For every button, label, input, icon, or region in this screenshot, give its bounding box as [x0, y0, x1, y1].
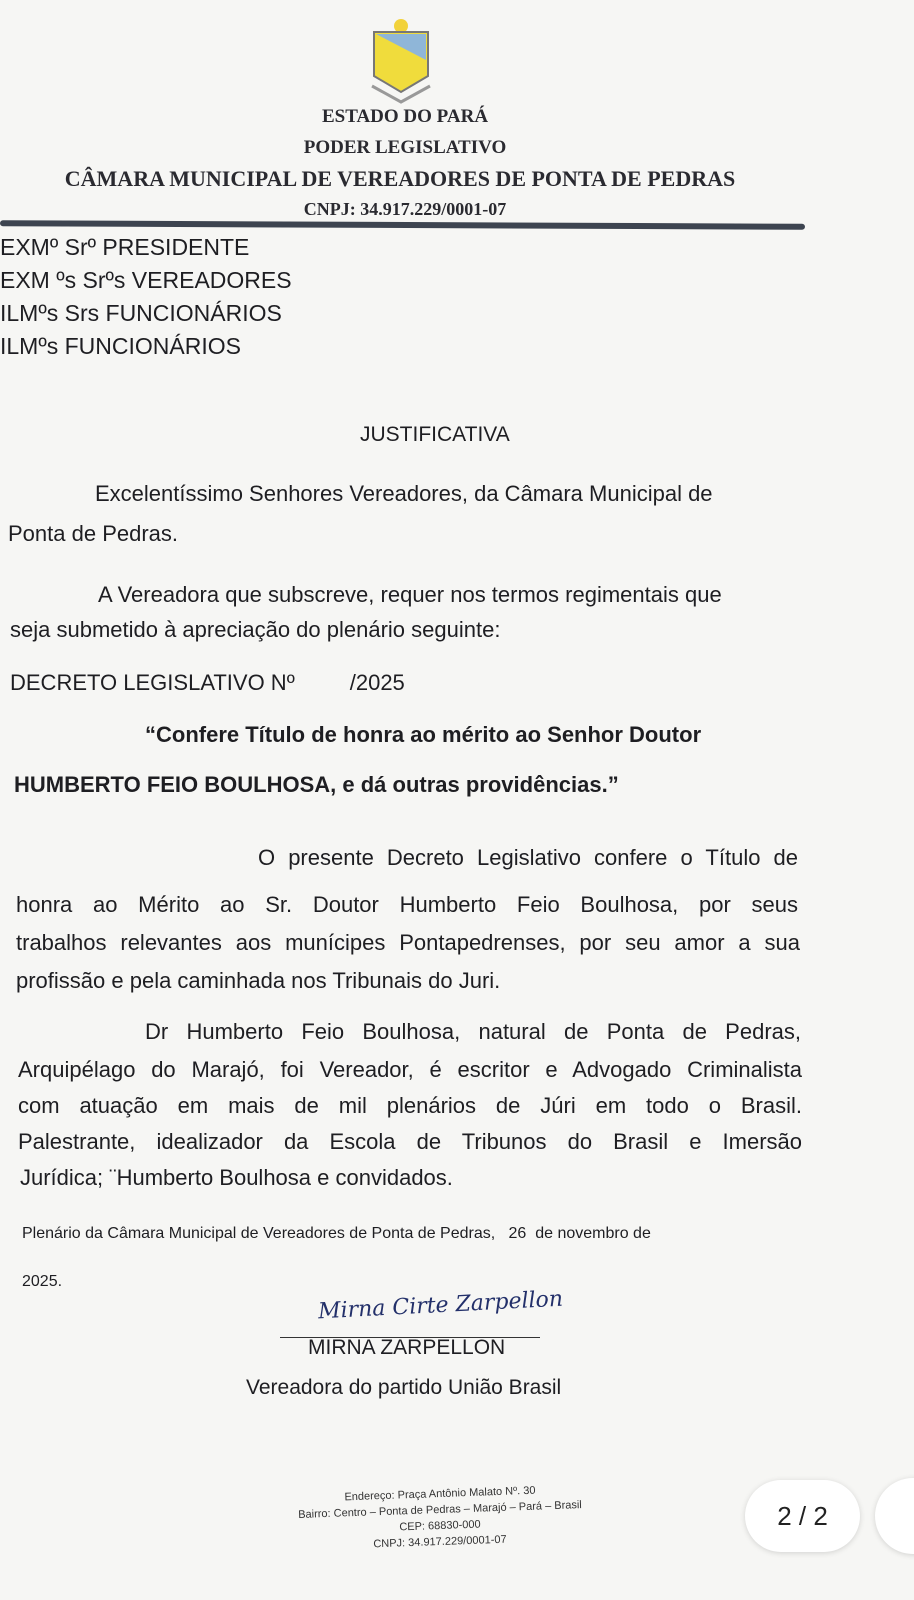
paragraph1-line: trabalhos relevantes aos munícipes Pontapedrenses, por seu amor a sua: [16, 930, 800, 955]
footer-cnpj: CNPJ: 34.917.229/0001-07: [373, 1533, 507, 1551]
signer-role: Vereadora do partido União Brasil: [246, 1376, 562, 1399]
page-indicator: 2 / 2: [745, 1480, 860, 1552]
paragraph2-line: com atuação em mais de mil plenários de Júri em todo o Brasil.: [18, 1093, 802, 1118]
paragraph2-line: Dr Humberto Feio Boulhosa, natural de Ponta de Pedras,: [145, 1019, 801, 1044]
header-divider: [0, 220, 805, 230]
handwritten-signature: Mirna Cirte Zarpellon: [317, 1286, 564, 1325]
footer-cep: CEP: 68830-000: [399, 1518, 481, 1534]
intro-line: Excelentíssimo Senhores Vereadores, da Câmara Municipal de: [95, 481, 713, 506]
salutation: ILMºs Srs FUNCIONÁRIOS: [0, 300, 282, 326]
crest-icon: [368, 16, 434, 104]
request-line: seja submetido à apreciação do plenário seguinte:: [10, 617, 501, 642]
request-line: A Vereadora que subscreve, requer nos termos regimentais que: [98, 582, 722, 607]
intro-line: Ponta de Pedras.: [8, 521, 179, 546]
closing-line: 2025.: [22, 1273, 63, 1290]
paragraph2-line: Jurídica; ¨Humberto Boulhosa e convidados.: [20, 1165, 453, 1190]
paragraph1-line: honra ao Mérito ao Sr. Doutor Humberto Feio Boulhosa, por seus: [16, 892, 798, 917]
signer-name: MIRNA ZARPELLON: [308, 1336, 506, 1359]
salutation: EXMº Srº PRESIDENTE: [0, 234, 250, 260]
paragraph2-line: Arquipélago do Marajó, foi Vereador, é escritor e Advogado Criminalista: [18, 1057, 802, 1082]
paragraph1-line: O presente Decreto Legislativo confere o Título de: [258, 845, 798, 870]
viewer-action-button[interactable]: [875, 1478, 914, 1554]
header-chamber: CÂMARA MUNICIPAL DE VEREADORES DE PONTA DE PEDRAS: [64, 166, 736, 191]
header-cnpj: CNPJ: 34.917.229/0001-07: [303, 199, 507, 219]
document-title: JUSTIFICATIVA: [360, 423, 510, 446]
decree-title-line: “Confere Título de honra ao mérito ao Senhor Doutor: [145, 722, 702, 747]
footer-address: Endereço: Praça Antônio Malato Nº. 30: [344, 1484, 536, 1504]
decree-title-line: HUMBERTO FEIO BOULHOSA, e dá outras providências.”: [14, 772, 619, 797]
salutation: ILMºs FUNCIONÁRIOS: [0, 333, 241, 359]
closing-line: Plenário da Câmara Municipal de Vereadores de Ponta de Pedras, 26 de novembro de: [22, 1225, 651, 1242]
paragraph2-line: Palestrante, idealizador da Escola de Tribunos do Brasil e Imersão: [18, 1129, 802, 1154]
salutation: EXM ºs Srºs VEREADORES: [0, 267, 292, 293]
paragraph1-line: profissão e pela caminhada nos Tribunais do Juri.: [16, 968, 501, 993]
header-state: ESTADO DO PARÁ: [321, 106, 489, 127]
footer-district: Bairro: Centro – Ponta de Pedras – Marajó – Pará – Brasil: [298, 1499, 582, 1521]
decree-number: DECRETO LEGISLATIVO Nº /2025: [10, 670, 405, 695]
header-power: PODER LEGISLATIVO: [303, 137, 507, 158]
